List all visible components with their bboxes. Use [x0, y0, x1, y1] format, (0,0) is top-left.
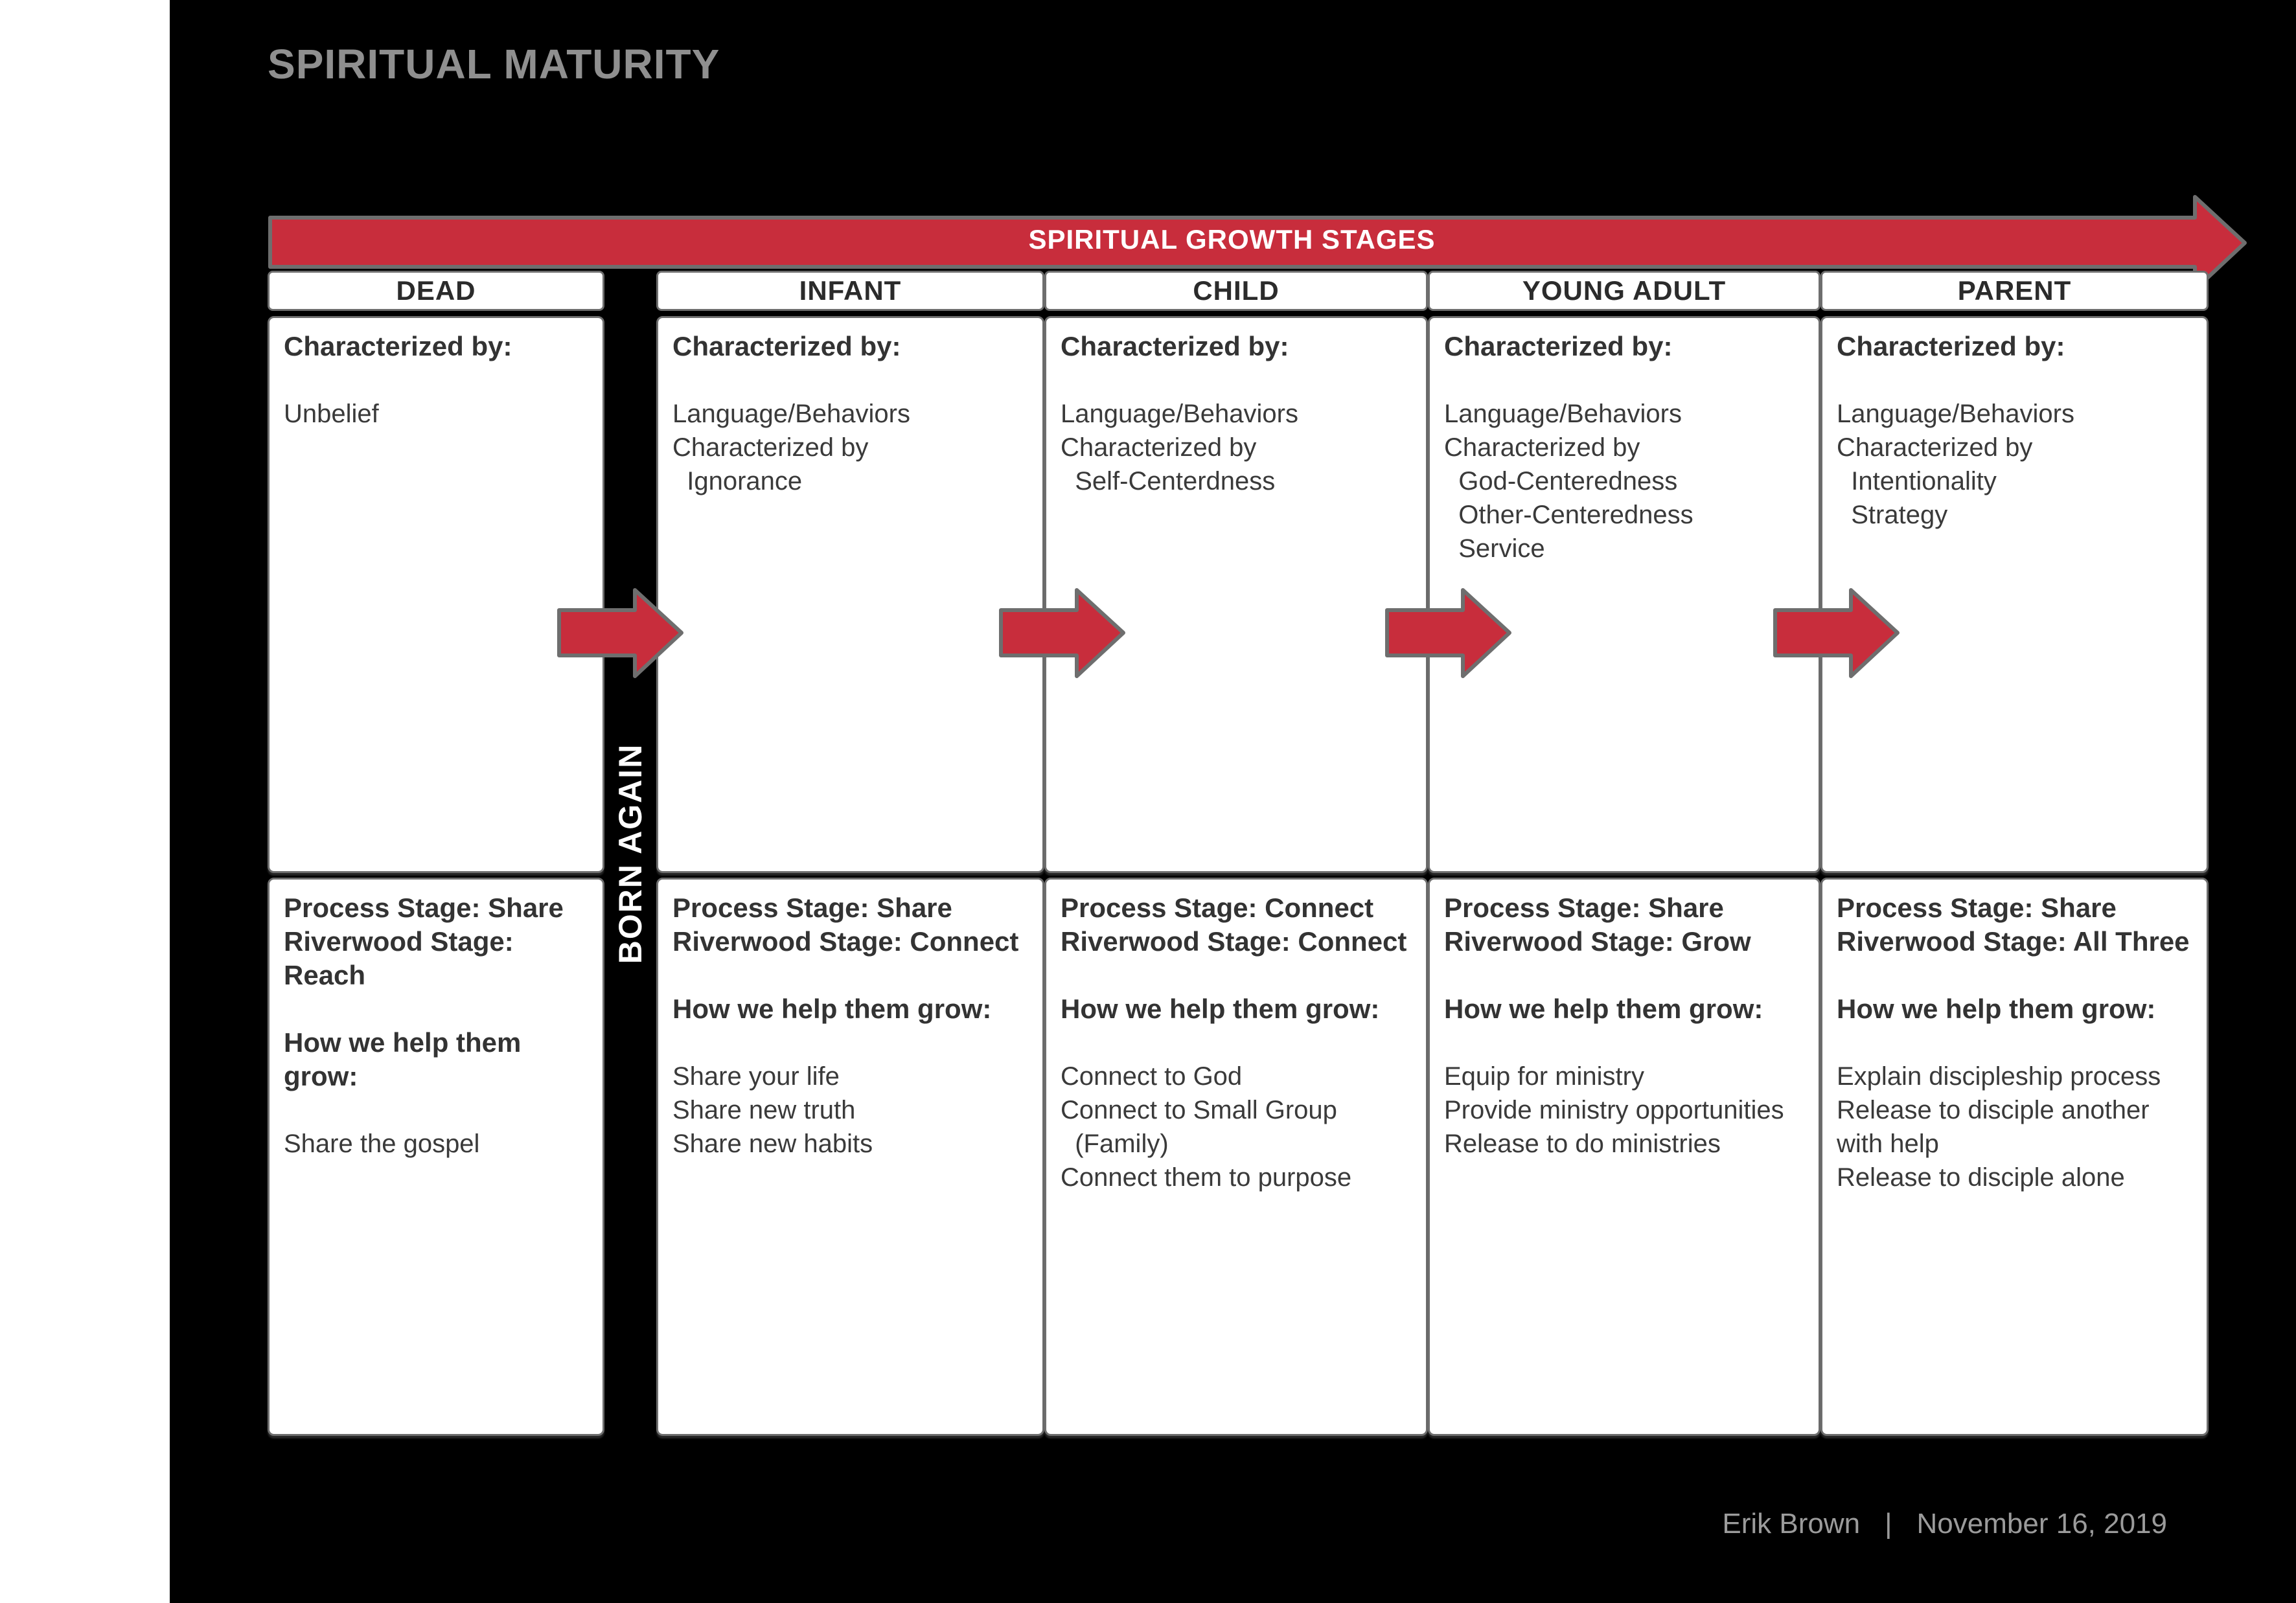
characterized-box-infant [656, 316, 1044, 873]
text-line: Characterized by [1837, 433, 2033, 462]
text-line: Language/Behaviors [1061, 400, 1298, 428]
stage-arrow-icon [998, 586, 1127, 680]
characterized-items [672, 397, 1028, 498]
text-line: Release to do ministries [1444, 1130, 1721, 1158]
page-title: SPIRITUAL MATURITY [268, 41, 720, 87]
text-line: Characterized by [672, 433, 869, 462]
left-margin-strip [0, 0, 170, 1603]
born-again-bar [604, 271, 656, 1437]
process-box-infant [656, 878, 1044, 1436]
text-line: Language/Behaviors [1444, 400, 1682, 428]
column-header-young-adult: YOUNG ADULT [1428, 271, 1820, 311]
text-line: Unbelief [284, 400, 379, 428]
text-line: Connect to Small Group [1061, 1096, 1337, 1124]
text-line: Characterized by [1061, 433, 1257, 462]
text-line: Riverwood Stage: Reach [284, 926, 522, 990]
column-header-dead: DEAD [268, 271, 604, 311]
text-line: Release to disciple another with help [1837, 1096, 2157, 1158]
stage-lines [284, 891, 588, 992]
born-again-label: BORN AGAIN [612, 743, 649, 964]
characterized-heading: Characterized by: [1061, 331, 1289, 361]
process-box-dead [268, 878, 604, 1436]
text-line: (Family) [1061, 1130, 1169, 1158]
process-box-child [1044, 878, 1428, 1436]
text-line: Characterized by [1444, 433, 1640, 462]
grow-heading: How we help them grow: [1444, 994, 1763, 1024]
text-line: Riverwood Stage: Connect [672, 926, 1019, 957]
grow-heading: How we help them grow: [672, 994, 992, 1024]
text-line: Release to disciple alone [1837, 1163, 2125, 1192]
banner-label: SPIRITUAL GROWTH STAGES [1028, 224, 1436, 255]
text-line: Provide ministry opportunities [1444, 1096, 1784, 1124]
characterized-heading: Characterized by: [1837, 331, 2065, 361]
text-line: Explain discipleship process [1837, 1062, 2161, 1091]
characterized-heading: Characterized by: [672, 331, 901, 361]
text-line: Self-Centerdness [1061, 467, 1276, 495]
characterized-items [284, 397, 588, 431]
text-line: Other-Centeredness [1444, 501, 1693, 529]
stage-arrow-icon [1384, 586, 1513, 680]
grow-heading: How we help them grow: [1061, 994, 1380, 1024]
text-line: Service [1444, 534, 1545, 563]
grow-items [1837, 1060, 2192, 1194]
grow-items [1444, 1060, 1804, 1161]
characterized-box-dead [268, 316, 604, 873]
text-line: Language/Behaviors [1837, 400, 2074, 428]
process-box-young-adult [1428, 878, 1820, 1436]
text-line: Ignorance [672, 467, 803, 495]
grow-items [284, 1127, 588, 1161]
text-line: Connect them to purpose [1061, 1163, 1352, 1192]
text-line: Process Stage: Connect [1061, 892, 1374, 923]
text-line: Share your life [672, 1062, 840, 1091]
process-box-parent [1820, 878, 2209, 1436]
grow-heading: How we help them grow: [284, 1027, 522, 1091]
grow-items [672, 1060, 1028, 1161]
stage-lines [1837, 891, 2192, 959]
column-header-child: CHILD [1044, 271, 1428, 311]
grow-heading: How we help them grow: [1837, 994, 2156, 1024]
column-header-parent: PARENT [1820, 271, 2209, 311]
stage-lines [1061, 891, 1412, 959]
text-line: Process Stage: Share [1444, 892, 1724, 923]
characterized-items [1444, 397, 1804, 565]
stage-arrow-icon [556, 586, 685, 680]
text-line: Intentionality [1837, 467, 1997, 495]
text-line: Strategy [1837, 501, 1948, 529]
grow-items [1061, 1060, 1412, 1194]
text-line: Riverwood Stage: All Three [1837, 926, 2190, 957]
text-line: Share the gospel [284, 1130, 480, 1158]
stage-lines [672, 891, 1028, 959]
footer-separator: | [1885, 1508, 1892, 1540]
text-line: Process Stage: Share [1837, 892, 2117, 923]
text-line: Riverwood Stage: Connect [1061, 926, 1407, 957]
text-line: Equip for ministry [1444, 1062, 1644, 1091]
text-line: Language/Behaviors [672, 400, 910, 428]
characterized-items [1061, 397, 1412, 498]
column-header-infant: INFANT [656, 271, 1044, 311]
footer-author: Erik Brown [1722, 1508, 1861, 1540]
text-line: Share new habits [672, 1130, 873, 1158]
stage-lines [1444, 891, 1804, 959]
characterized-heading: Characterized by: [284, 331, 512, 361]
characterized-heading: Characterized by: [1444, 331, 1673, 361]
text-line: Process Stage: Share [672, 892, 952, 923]
characterized-items [1837, 397, 2192, 532]
text-line: Connect to God [1061, 1062, 1243, 1091]
footer-date: November 16, 2019 [1916, 1508, 2167, 1540]
footer [1722, 1508, 2167, 1540]
text-line: Process Stage: Share [284, 892, 564, 923]
stage-arrow-icon [1772, 586, 1901, 680]
text-line: God-Centeredness [1444, 467, 1678, 495]
text-line: Share new truth [672, 1096, 856, 1124]
text-line: Riverwood Stage: Grow [1444, 926, 1751, 957]
